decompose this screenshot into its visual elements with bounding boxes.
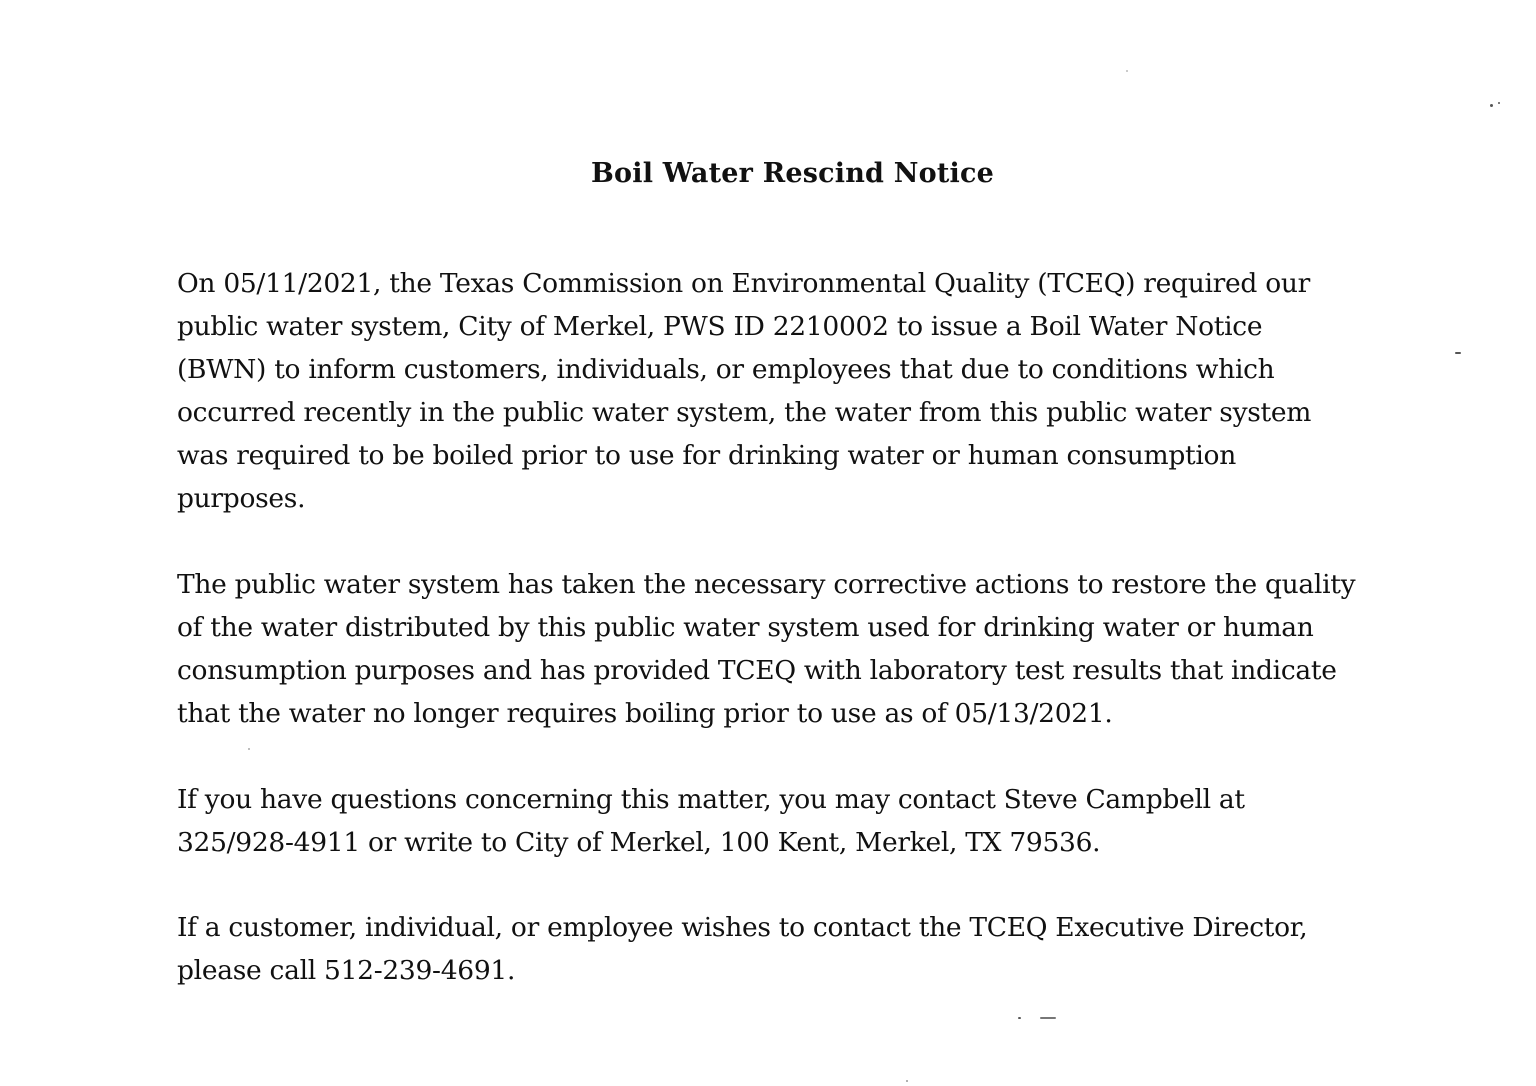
scan-speck bbox=[1498, 102, 1500, 104]
paragraph-line: was required to be boiled prior to use for drinking water or human consumption bbox=[177, 440, 1236, 471]
scan-speck bbox=[248, 748, 250, 750]
paragraph-line: that the water no longer requires boiling prior to use as of 05/13/2021. bbox=[177, 698, 1113, 729]
paragraph-line: of the water distributed by this public water system used for drinking water or human bbox=[177, 612, 1314, 643]
paragraph-boil-notice-issued bbox=[177, 262, 1417, 520]
scan-speck bbox=[906, 1080, 908, 1082]
paragraph-line: consumption purposes and has provided TCEQ with laboratory test results that indicate bbox=[177, 655, 1337, 686]
paragraph-line: If a customer, individual, or employee wishes to contact the TCEQ Executive Director, bbox=[177, 912, 1308, 943]
scan-speck bbox=[1018, 1017, 1021, 1019]
scan-speck bbox=[1455, 352, 1461, 354]
paragraph-tceq-contact bbox=[177, 906, 1417, 992]
paragraph-line: occurred recently in the public water system, the water from this public water system bbox=[177, 397, 1312, 428]
paragraph-corrective-actions bbox=[177, 563, 1417, 735]
scan-speck bbox=[1040, 1017, 1056, 1019]
paragraph-line: (BWN) to inform customers, individuals, or employees that due to conditions which bbox=[177, 354, 1275, 385]
paragraph-local-contact bbox=[177, 778, 1417, 864]
paragraph-line: 325/928-4911 or write to City of Merkel, 100 Kent, Merkel, TX 79536. bbox=[177, 827, 1101, 858]
paragraph-line: purposes. bbox=[177, 483, 306, 514]
paragraph-line: If you have questions concerning this matter, you may contact Steve Campbell at bbox=[177, 784, 1245, 815]
paragraph-line: please call 512-239-4691. bbox=[177, 955, 516, 986]
scan-speck bbox=[1126, 70, 1128, 72]
paragraph-line: The public water system has taken the necessary corrective actions to restore the quality bbox=[177, 569, 1356, 600]
scan-speck bbox=[1490, 104, 1493, 107]
document-title: Boil Water Rescind Notice bbox=[591, 158, 994, 189]
paragraph-line: On 05/11/2021, the Texas Commission on Environmental Quality (TCEQ) required our bbox=[177, 268, 1310, 299]
paragraph-line: public water system, City of Merkel, PWS ID 2210002 to issue a Boil Water Notice bbox=[177, 311, 1263, 342]
